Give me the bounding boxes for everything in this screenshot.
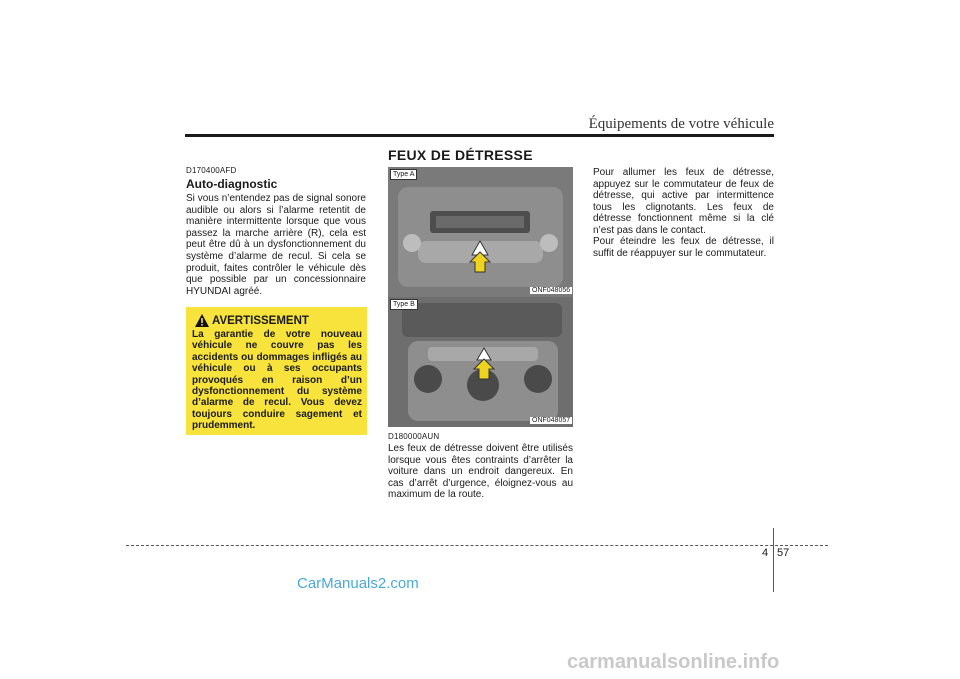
section-code: D170400AFD [186,166,237,175]
photo-type-a [388,167,573,297]
subheading: Auto-diagnostic [186,177,278,191]
warning-title: AVERTISSEMENT [212,315,309,327]
photo-tag: Type B [390,299,418,310]
footer-rule [126,545,828,546]
warning-text: La garantie de votre nouveau véhicule ne couvre pas les accidents ou dommages infligés au véhicule ou à ses occupants provoqués en raison d’un dysfonctionnement du système d’alarme de recul. Vous devez toujours conduire sagement et prudemment. [192,329,362,432]
photo-code: ONF048057 [532,417,571,424]
body-paragraph: Pour éteindre les feux de détresse, il suffit de réappuyer sur le commutateur. [593,236,774,259]
header-rule [185,134,774,137]
climate-panel-a-illustration [388,167,573,297]
chapter-number: 4 [762,547,769,559]
climate-panel-b-illustration [388,297,573,427]
section-code: D180000AUN [388,432,440,441]
photo-code: ONF048056 [532,287,571,294]
photo-tag: Type A [390,169,417,180]
warning-box [186,307,367,435]
footer-divider [773,528,774,592]
watermark-text: carmanualsonline.info [567,651,780,673]
body-paragraph: Si vous n’entendez pas de signal sonore audible ou alors si l’alarme retentit de manière intermittente lorsque que vous passez la marche arrière (R), cela est peut être dû à un dysfonctionnement du système d’alarme de recul. Si cela se produit, faites contrôler le véhicule dès que possible par un concessionnaire HYUNDAI agréé. [186,193,366,297]
warning-triangle-icon [195,314,209,327]
body-paragraph: Pour allumer les feux de détresse, appuyez sur le commutateur de feux de détresse, qui active par intermittence tous les clignotants. Les feux de détresse fonctionnent même si la clé n’est pas dans le contact. [593,167,774,236]
watermark-link[interactable]: CarManuals2.com [297,575,419,592]
page-number: 57 [777,547,790,559]
header-title: Équipements de votre véhicule [588,116,774,132]
section-title: FEUX DE DÉTRESSE [388,147,533,163]
body-paragraph: Les feux de détresse doivent être utilisés lorsque vous êtes contraints d’arrêter la voiture dans un endroit dangereux. En cas d’arrêt d’urgence, éloignez-vous au maximum de la route. [388,443,573,501]
photo-type-b [388,297,573,427]
